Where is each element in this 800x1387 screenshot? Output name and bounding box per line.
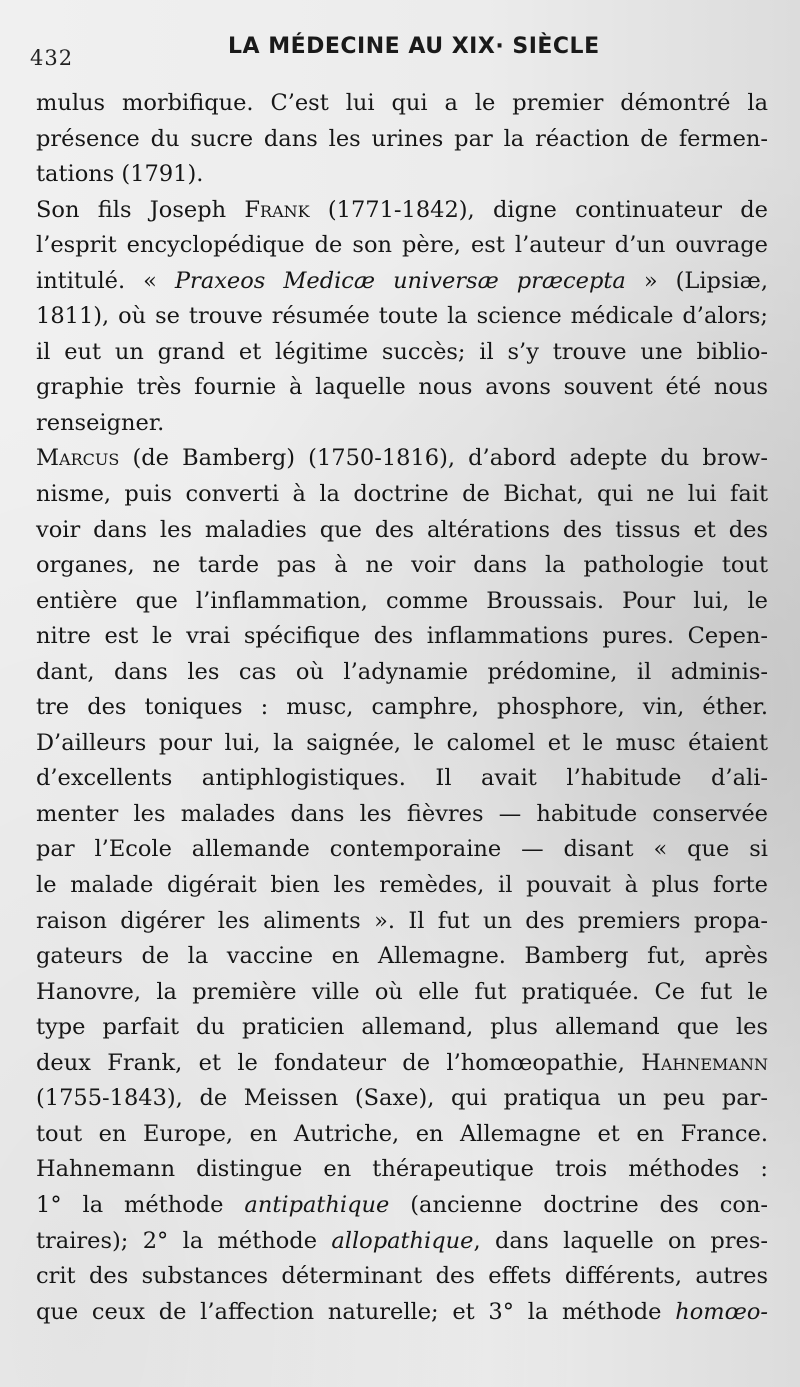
text-line [36,370,768,406]
text-line [36,264,768,300]
italic-text: antipathique [244,1191,390,1218]
text-segment: tout en Europe, en Autriche, en Allemagne et en France. [36,1120,768,1147]
text-segment: (de Bamberg) (1750-1816), d’abord adepte du brow- [119,445,768,472]
text-segment: gateurs de la vaccine en Allemagne. Bamberg fut, après [36,943,768,970]
text-line [36,1046,768,1082]
text-segment: traires); 2° la méthode [36,1227,332,1254]
text-line [36,1259,768,1295]
text-line [36,1010,768,1046]
text-segment: » (Lipsiæ, [625,267,768,294]
text-segment: Son fils Joseph [36,196,245,223]
text-segment: tations (1791). [36,161,204,188]
text-line [36,299,768,335]
text-segment: entière que l’inflammation, comme Broussais. Pour lui, le [36,587,768,614]
page-number: 432 [30,46,74,70]
text-line [36,513,768,549]
text-line [36,1295,768,1331]
text-line [36,1152,768,1188]
text-segment: crit des substances déterminant des effets différents, autres [36,1263,768,1290]
author-name: Marcus [36,445,120,472]
text-segment: nitre est le vrai spécifique des inflammations pures. Cepen- [36,623,768,650]
text-line [36,157,768,193]
text-line [36,726,768,762]
text-segment: menter les malades dans les fièvres — habitude conservée [36,800,768,827]
text-line [36,477,768,513]
text-line [36,193,768,229]
text-segment: d’excellents antiphlogistiques. Il avait l’habitude d’ali- [36,765,768,792]
text-line [36,122,768,158]
text-segment: type parfait du praticien allemand, plus allemand que les [36,1014,768,1041]
text-line [36,1117,768,1153]
italic-text: Praxeos Medicæ universæ præcepta [174,267,626,294]
text-segment: , dans laquelle on pres- [473,1227,768,1254]
text-line [36,797,768,833]
text-line [36,86,768,122]
italic-text: allopathique [331,1227,474,1254]
text-line [36,584,768,620]
page-header [0,32,800,68]
text-segment: l’esprit encyclopédique de son père, est l’auteur d’un ouvrage [36,232,768,259]
text-line [36,975,768,1011]
text-segment: dant, dans les cas où l’adynamie prédomine, il adminis- [36,658,768,685]
text-line [36,335,768,371]
text-segment: deux Frank, et le fondateur de l’homœopathie, [36,1049,642,1076]
text-line [36,1188,768,1224]
text-segment: (1771-1842), digne continuateur de [309,196,768,223]
text-line [36,904,768,940]
text-line [36,1081,768,1117]
text-segment: que ceux de l’affection naturelle; et 3° la méthode [36,1298,676,1325]
text-segment: D’ailleurs pour lui, la saignée, le calomel et le musc étaient [36,729,768,756]
text-segment: tre des toniques : musc, camphre, phosphore, vin, éther. [36,694,768,721]
text-line [36,548,768,584]
text-segment: présence du sucre dans les urines par la réaction de fermen- [36,125,768,152]
text-segment: nisme, puis converti à la doctrine de Bichat, qui ne lui fait [36,481,768,508]
text-line [36,868,768,904]
text-segment: Hahnemann distingue en thérapeutique trois méthodes : [36,1156,768,1183]
text-segment: graphie très fournie à laquelle nous avons souvent été nous [36,374,768,401]
text-segment: intitulé. « [36,267,175,294]
text-line [36,832,768,868]
text-segment: mulus morbifique. C’est lui qui a le premier démontré la [36,90,768,116]
body-text [36,86,768,1330]
text-line [36,441,768,477]
text-segment: renseigner. [36,409,165,436]
text-segment: (ancienne doctrine des con- [389,1191,768,1218]
author-name: Frank [244,196,310,223]
text-line [36,655,768,691]
text-segment: il eut un grand et légitime succès; il s’y trouve une biblio- [36,338,768,365]
author-name: Hahnemann [641,1049,768,1076]
text-line [36,1224,768,1260]
text-line [36,406,768,442]
text-segment: (1755-1843), de Meissen (Saxe), qui pratiqua un peu par- [36,1085,768,1112]
italic-text: homœo- [675,1298,768,1325]
text-segment: voir dans les maladies que des altérations des tissus et des [36,516,768,543]
text-line [36,228,768,264]
text-line [36,619,768,655]
text-line [36,939,768,975]
text-segment: 1811), où se trouve résumée toute la science médicale d’alors; [36,303,768,330]
text-line [36,761,768,797]
text-segment: Hanovre, la première ville où elle fut pratiquée. Ce fut le [36,978,768,1005]
text-segment: par l’Ecole allemande contemporaine — disant « que si [36,836,768,863]
text-segment: organes, ne tarde pas à ne voir dans la pathologie tout [36,552,768,579]
running-title: LA MÉDECINE AU XIX· SIÈCLE [228,34,600,59]
text-line [36,690,768,726]
text-segment: le malade digérait bien les remèdes, il pouvait à plus forte [36,872,768,899]
text-segment: raison digérer les aliments ». Il fut un des premiers propa- [36,907,768,934]
text-segment: 1° la méthode [36,1191,245,1218]
